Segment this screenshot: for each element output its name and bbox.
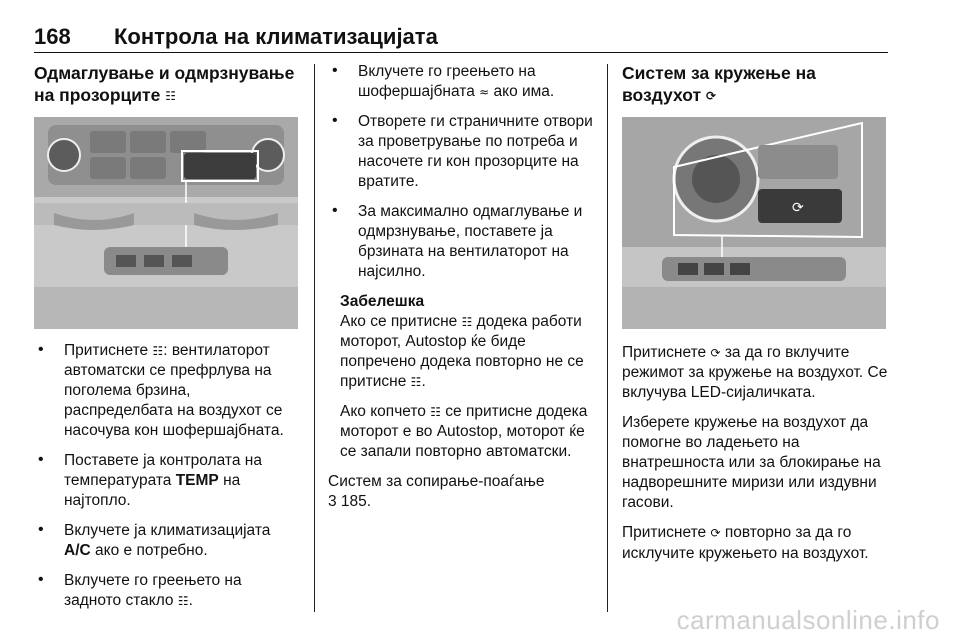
recirculation-icon: ⟳	[710, 346, 721, 361]
paragraph-recirc-purpose: Изберете кружење на воздухот да помогне во ладењето на внатрешноста или за блокирање на надворешните миризи или издувни гасови.	[622, 414, 881, 512]
recirculation-photo	[622, 117, 886, 329]
windshield-heat-icon: ≈	[479, 85, 490, 99]
paragraph-recirc-on: Притиснете ⟳ за да го вклучите режимот за кружење на воздухот. Се вклучува LED-сијаличката.	[622, 344, 888, 402]
section-heading-recirculation: Систем за кружење на воздухот ⟳	[622, 62, 888, 107]
front-defrost-icon: ☷	[430, 405, 441, 420]
bullet-defrost-press: • Притиснете ☷: вентилаторот автоматски се префрлува на поголема брзина, распределбата на воздухот се насочува кон шофершајбната.	[34, 341, 300, 441]
rear-defrost-icon: ☷	[177, 594, 189, 609]
section-heading-defog: Одмаглување и одмрзнување на прозорците ☷	[34, 62, 300, 107]
column-3	[622, 62, 888, 574]
front-defrost-icon: ☷	[165, 89, 176, 104]
page-number: 168	[34, 24, 71, 49]
note-paragraph-2: Ако копчето ☷ се притисне додека моторот е во Autostop, моторот ќе се запали повторно автоматски.	[340, 403, 588, 461]
bullet-rear-heat: • Вклучете го греењето на задното стакло ☷.	[34, 571, 300, 611]
climate-panel-illustration	[34, 117, 298, 329]
svg-text:⟳: ⟳	[792, 200, 804, 217]
front-defrost-icon: ☷	[410, 375, 422, 390]
cross-reference[interactable]: Систем за сопирање-поаѓање 3 185.	[328, 473, 545, 511]
bullet-max-defog: • За максимално одмаглување и одмрзнување, поставете ја брзината на вентилаторот на најсилно.	[328, 202, 594, 282]
front-defrost-icon: ☷	[152, 344, 164, 359]
front-defrost-icon: ☷	[461, 315, 473, 330]
column-divider-2	[607, 64, 608, 612]
recirculation-illustration	[622, 117, 886, 329]
paragraph-recirc-off: Притиснете ⟳ повторно за да го исклучите кружењето на воздухот.	[622, 524, 869, 562]
recirculation-icon: ⟳	[705, 89, 717, 104]
recirculation-icon: ⟳	[710, 526, 721, 541]
column-divider-1	[314, 64, 315, 612]
column-1	[34, 62, 300, 622]
bullet-temp: • Поставете ја контролата на температурата TEMP на најтопло.	[34, 451, 300, 511]
header-rule	[34, 52, 888, 53]
climate-panel-photo	[34, 117, 298, 329]
bullet-windshield-heat: • Вклучете го греењето на шофершајбната ≈ ако има.	[328, 62, 594, 102]
bullet-ac: • Вклучете ја климатизацијата A/C ако е потребно.	[34, 521, 300, 561]
watermark: carmanualsonline.info	[676, 605, 940, 635]
note-paragraph-1: Ако се притисне ☷ додека работи моторот, Autostop ќе биде попречено додека повторно не се притисне ☷.	[340, 313, 584, 391]
bullet-side-vents: • Отворете ги страничните отвори за проветрување по потреба и насочете ги кон прозорците на вратите.	[328, 112, 594, 192]
note-title: Забелешка	[340, 293, 425, 311]
column-2	[328, 62, 594, 512]
note-block	[328, 292, 594, 462]
chapter-title: Контрола на климатизацијата	[114, 24, 438, 49]
